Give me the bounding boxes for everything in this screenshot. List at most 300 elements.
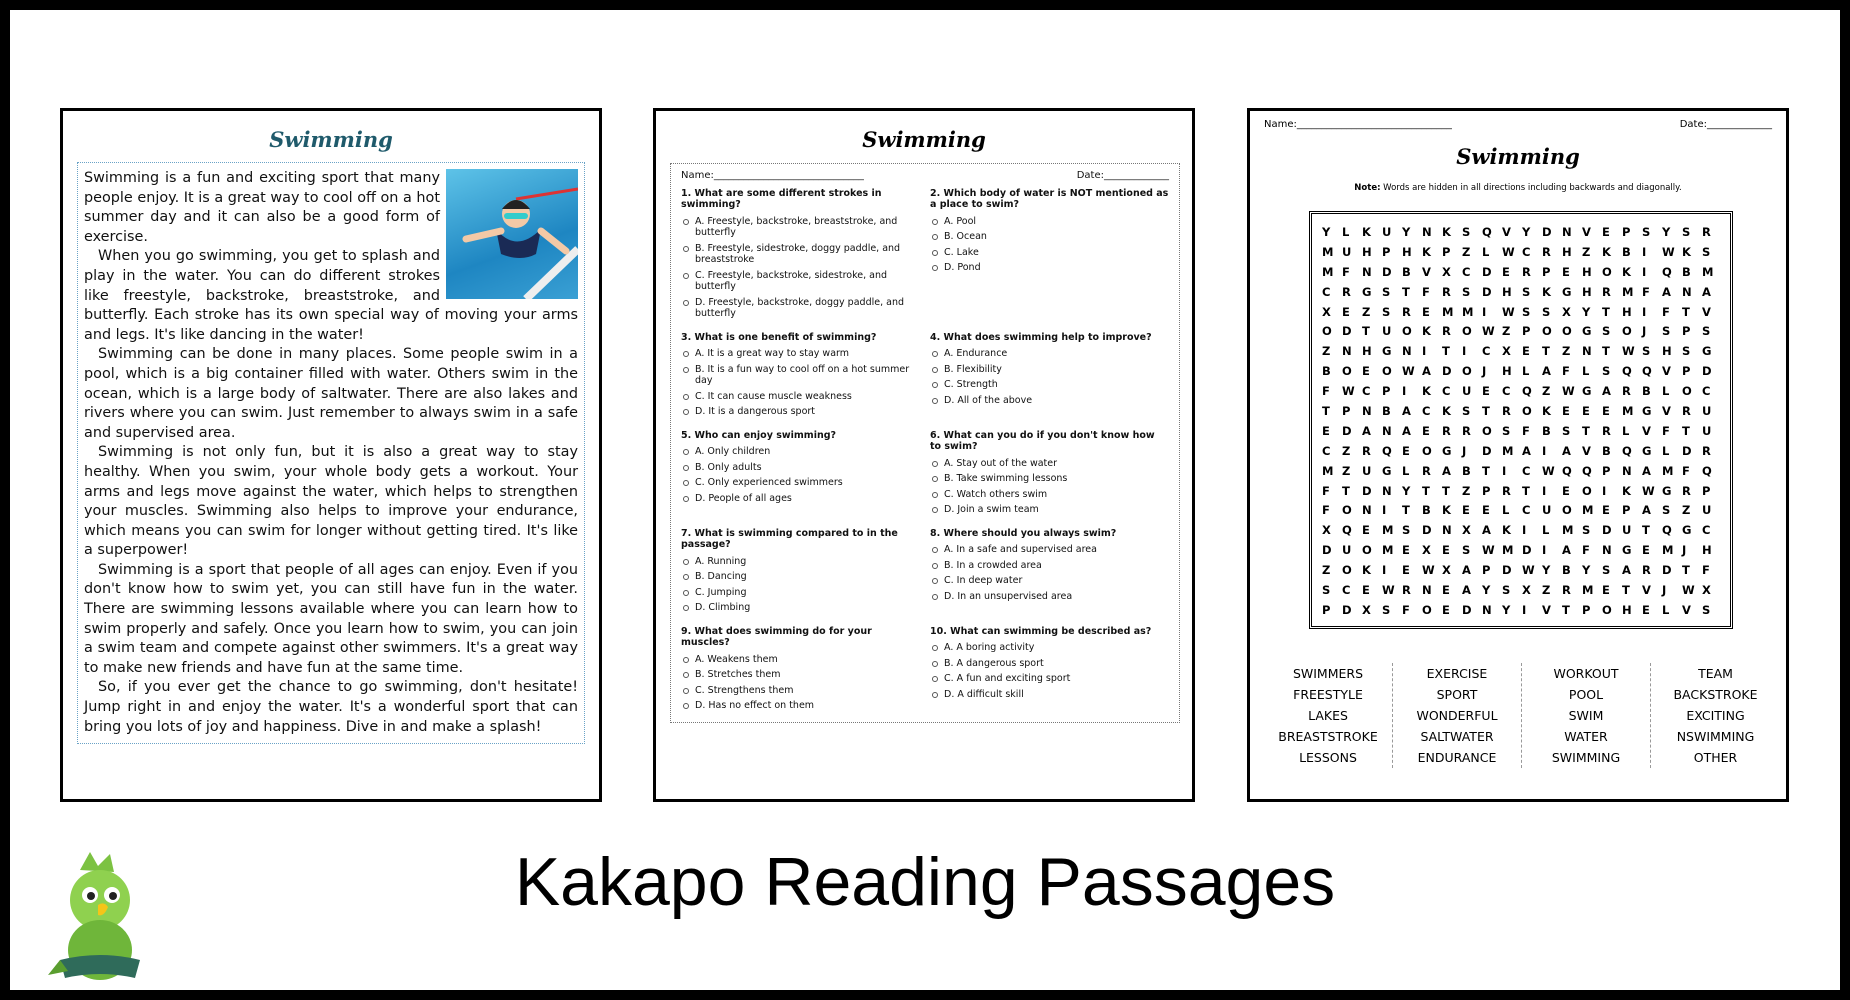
grid-letter: Z — [1462, 244, 1471, 259]
quiz-question — [681, 188, 920, 324]
answer-option[interactable]: B. Freestyle, sidestroke, doggy paddle, and breaststroke — [683, 243, 920, 266]
grid-letter: U — [1462, 384, 1472, 399]
answer-option[interactable]: D. In an unsupervised area — [932, 591, 1169, 603]
grid-letter: Q — [1662, 264, 1672, 279]
grid-letter: Q — [1342, 523, 1352, 538]
answer-option[interactable]: A. Stay out of the water — [932, 458, 1169, 470]
grid-letter: E — [1602, 225, 1610, 239]
grid-letter: X — [1322, 523, 1331, 538]
grid-letter: D — [1342, 324, 1352, 339]
grid-letter: N — [1362, 404, 1372, 419]
grid-letter: S — [1462, 225, 1471, 239]
answer-option[interactable]: D. A difficult skill — [932, 689, 1169, 701]
grid-letter: U — [1342, 543, 1352, 558]
grid-letter: T — [1682, 304, 1690, 319]
grid-letter: W — [1522, 563, 1535, 578]
grid-letter: Z — [1562, 344, 1571, 359]
grid-letter: L — [1542, 523, 1550, 538]
grid-letter: Y — [1582, 304, 1591, 319]
answer-option[interactable]: A. Weakens them — [683, 654, 920, 666]
grid-letter: O — [1462, 364, 1472, 379]
answer-option[interactable]: C. Only experienced swimmers — [683, 477, 920, 489]
grid-letter: K — [1422, 244, 1431, 259]
grid-letter: A — [1462, 563, 1471, 578]
grid-letter: C — [1522, 503, 1531, 518]
grid-letter: S — [1682, 344, 1691, 359]
grid-letter: K — [1602, 244, 1611, 259]
grid-letter: E — [1442, 583, 1450, 598]
answer-option[interactable]: C. Freestyle, backstroke, sidestroke, and butterfly — [683, 270, 920, 293]
grid-letter: Z — [1342, 443, 1351, 458]
grid-letter: I — [1642, 304, 1647, 319]
grid-letter: W — [1682, 583, 1695, 598]
grid-letter: E — [1402, 443, 1410, 458]
grid-letter: S — [1602, 364, 1611, 379]
grid-letter: E — [1642, 602, 1650, 617]
grid-letter: Z — [1342, 463, 1351, 478]
answer-option[interactable]: A. Running — [683, 556, 920, 568]
grid-letter: P — [1522, 324, 1531, 339]
grid-letter: R — [1402, 304, 1411, 319]
grid-letter: W — [1502, 244, 1515, 259]
grid-letter: E — [1362, 583, 1370, 598]
quiz-question — [681, 626, 920, 716]
grid-letter: P — [1682, 364, 1691, 379]
grid-letter: K — [1362, 563, 1371, 578]
answer-option[interactable]: C. Watch others swim — [932, 489, 1169, 501]
answer-option[interactable]: B. Flexibility — [932, 364, 1169, 376]
grid-letter: O — [1542, 324, 1552, 339]
answer-option[interactable]: D. Pond — [932, 262, 1169, 274]
answer-option[interactable]: C. In deep water — [932, 575, 1169, 587]
word-item: SPORT — [1436, 687, 1478, 702]
grid-letter: Y — [1402, 225, 1411, 239]
grid-letter: A — [1602, 384, 1611, 399]
grid-letter: Q — [1482, 225, 1492, 239]
grid-letter: S — [1682, 225, 1691, 239]
answer-option[interactable]: D. Climbing — [683, 602, 920, 614]
question-text: 5. Who can enjoy swimming? — [681, 429, 837, 441]
grid-letter: R — [1622, 384, 1631, 399]
grid-letter: H — [1502, 284, 1512, 299]
grid-letter: I — [1602, 483, 1607, 498]
grid-letter: Q — [1522, 384, 1532, 399]
grid-letter: R — [1602, 423, 1611, 438]
grid-letter: A — [1562, 543, 1571, 558]
grid-letter: P — [1382, 384, 1391, 399]
grid-letter: C — [1482, 344, 1491, 359]
grid-letter: V — [1582, 443, 1591, 458]
grid-letter: P — [1342, 404, 1351, 419]
grid-letter: D — [1382, 264, 1392, 279]
grid-letter: S — [1522, 284, 1531, 299]
grid-letter: Z — [1582, 244, 1591, 259]
grid-letter: T — [1542, 344, 1550, 359]
grid-letter: T — [1562, 602, 1570, 617]
grid-letter: V — [1582, 225, 1591, 239]
quiz-question — [930, 188, 1169, 324]
answer-option[interactable]: C. Jumping — [683, 587, 920, 599]
grid-letter: O — [1342, 364, 1352, 379]
grid-letter: R — [1682, 483, 1691, 498]
grid-letter: M — [1622, 284, 1634, 299]
grid-letter: X — [1422, 543, 1431, 558]
grid-letter: E — [1442, 543, 1450, 558]
word-item: WATER — [1564, 729, 1608, 744]
grid-letter: W — [1402, 364, 1415, 379]
word-column — [1393, 663, 1522, 768]
answer-option[interactable]: D. Has no effect on them — [683, 700, 920, 712]
grid-letter: C — [1422, 404, 1431, 419]
grid-letter: E — [1462, 503, 1470, 518]
grid-letter: T — [1682, 423, 1690, 438]
grid-letter: I — [1382, 563, 1387, 578]
grid-letter: O — [1402, 324, 1412, 339]
answer-option[interactable]: C. Strength — [932, 379, 1169, 391]
grid-letter: F — [1582, 543, 1590, 558]
grid-letter: T — [1362, 324, 1370, 339]
word-item: LESSONS — [1299, 750, 1357, 765]
grid-letter: I — [1482, 304, 1487, 319]
grid-letter: C — [1322, 284, 1331, 299]
grid-letter: U — [1702, 503, 1712, 518]
grid-letter: K — [1622, 264, 1631, 279]
grid-letter: Y — [1402, 483, 1411, 498]
grid-letter: O — [1422, 443, 1432, 458]
grid-letter: G — [1642, 443, 1652, 458]
grid-letter: Y — [1542, 563, 1551, 578]
grid-letter: C — [1522, 463, 1531, 478]
grid-letter: B — [1622, 244, 1631, 259]
grid-letter: C — [1702, 523, 1711, 538]
reading-passage-page — [60, 108, 602, 802]
grid-letter: R — [1342, 284, 1351, 299]
grid-letter: P — [1622, 503, 1631, 518]
grid-letter: Q — [1622, 364, 1632, 379]
grid-letter: G — [1442, 443, 1452, 458]
grid-letter: T — [1642, 523, 1650, 538]
grid-letter: G — [1362, 284, 1372, 299]
grid-letter: T — [1602, 344, 1610, 359]
grid-letter: S — [1642, 344, 1651, 359]
grid-letter: S — [1382, 304, 1391, 319]
grid-letter: E — [1562, 483, 1570, 498]
answer-option[interactable]: B. Dancing — [683, 571, 920, 583]
grid-letter: J — [1482, 364, 1487, 379]
grid-letter: N — [1562, 225, 1572, 239]
grid-letter: X — [1442, 563, 1451, 578]
grid-letter: Q — [1642, 364, 1652, 379]
grid-letter: K — [1502, 523, 1511, 538]
grid-letter: B — [1682, 264, 1691, 279]
grid-letter: F — [1322, 384, 1330, 399]
grid-letter: O — [1342, 503, 1352, 518]
grid-letter: I — [1422, 344, 1427, 359]
grid-letter: E — [1362, 364, 1370, 379]
grid-letter: M — [1662, 543, 1674, 558]
grid-letter: U — [1342, 244, 1352, 259]
grid-letter: F — [1342, 264, 1350, 279]
grid-letter: M — [1502, 543, 1514, 558]
answer-option[interactable]: D. People of all ages — [683, 493, 920, 505]
grid-letter: K — [1542, 404, 1551, 419]
answer-option[interactable]: C. A fun and exciting sport — [932, 673, 1169, 685]
word-item: FREESTYLE — [1293, 687, 1363, 702]
answer-option[interactable]: C. It can cause muscle weakness — [683, 391, 920, 403]
grid-letter: U — [1382, 225, 1392, 239]
quiz-box — [670, 163, 1180, 723]
answer-option[interactable]: B. Stretches them — [683, 669, 920, 681]
grid-letter: O — [1562, 324, 1572, 339]
grid-letter: R — [1542, 244, 1551, 259]
answer-option[interactable]: B. Only adults — [683, 462, 920, 474]
answer-option[interactable]: D. It is a dangerous sport — [683, 406, 920, 418]
grid-letter: E — [1402, 543, 1410, 558]
grid-letter: X — [1702, 583, 1711, 598]
grid-letter: M — [1582, 583, 1594, 598]
grid-letter: G — [1702, 344, 1712, 359]
grid-letter: X — [1322, 304, 1331, 319]
grid-letter: L — [1662, 443, 1670, 458]
quiz-question — [930, 332, 1169, 422]
grid-letter: F — [1402, 602, 1410, 617]
grid-letter: O — [1622, 324, 1632, 339]
grid-letter: R — [1522, 264, 1531, 279]
grid-letter: U — [1622, 523, 1632, 538]
grid-letter: N — [1482, 602, 1492, 617]
grid-letter: E — [1422, 423, 1430, 438]
grid-letter: T — [1602, 304, 1610, 319]
answer-option[interactable]: B. Ocean — [932, 231, 1169, 243]
grid-letter: S — [1542, 304, 1551, 319]
grid-letter: S — [1602, 324, 1611, 339]
swimmer-illustration — [446, 169, 578, 299]
grid-letter: F — [1322, 483, 1330, 498]
grid-letter: S — [1402, 523, 1411, 538]
word-column — [1651, 663, 1780, 768]
grid-letter: W — [1502, 304, 1515, 319]
grid-letter: Z — [1462, 483, 1471, 498]
answer-option[interactable]: A. A boring activity — [932, 642, 1169, 654]
grid-letter: S — [1502, 423, 1511, 438]
grid-letter: J — [1682, 543, 1687, 558]
grid-letter: B — [1562, 563, 1571, 578]
grid-letter: Z — [1682, 503, 1691, 518]
grid-letter: V — [1702, 304, 1711, 319]
grid-letter: O — [1562, 503, 1572, 518]
grid-letter: E — [1602, 583, 1610, 598]
grid-letter: O — [1422, 602, 1432, 617]
word-item: WONDERFUL — [1416, 708, 1498, 723]
grid-letter: N — [1402, 344, 1412, 359]
grid-letter: N — [1382, 483, 1392, 498]
grid-letter: M — [1442, 304, 1454, 319]
grid-letter: Q — [1622, 443, 1632, 458]
answer-option[interactable]: A. Pool — [932, 216, 1169, 228]
grid-letter: A — [1402, 404, 1411, 419]
word-item: LAKES — [1308, 708, 1348, 723]
grid-letter: M — [1562, 523, 1574, 538]
name-field: Name:______________________________ — [681, 170, 864, 181]
grid-letter: T — [1682, 563, 1690, 578]
grid-letter: X — [1562, 304, 1571, 319]
brand-title: Kakapo Reading Passages — [514, 844, 1336, 920]
answer-option[interactable]: A. Freestyle, backstroke, breaststroke, and butterfly — [683, 216, 920, 239]
grid-letter: A — [1642, 463, 1651, 478]
passage-paragraph: Swimming is not only fun, but it is also a great way to stay healthy. When you swim, your whole body gets a workout. Your arms and legs move against the water, which helps to strengthen your muscles. Swimming also helps to improve your endurance, which means you can swim for longer without getting tired. It's like a superpower! — [84, 444, 578, 559]
grid-letter: E — [1602, 404, 1610, 419]
answer-option[interactable]: C. Lake — [932, 247, 1169, 259]
grid-letter: S — [1382, 602, 1391, 617]
answer-option[interactable]: B. A dangerous sport — [932, 658, 1169, 670]
answer-option[interactable]: D. Join a swim team — [932, 504, 1169, 516]
answer-option[interactable]: C. Strengthens them — [683, 685, 920, 697]
grid-letter: B — [1322, 364, 1331, 379]
name-field: Name:_______________________________ — [1264, 119, 1452, 130]
grid-letter: U — [1542, 503, 1552, 518]
grid-letter: X — [1502, 344, 1511, 359]
quiz-page — [653, 108, 1195, 802]
grid-letter: E — [1482, 384, 1490, 399]
grid-letter: H — [1502, 364, 1512, 379]
quiz-question — [930, 430, 1169, 520]
grid-letter: Y — [1582, 563, 1591, 578]
grid-letter: N — [1422, 225, 1432, 239]
answer-option[interactable]: B. Take swimming lessons — [932, 473, 1169, 485]
grid-letter: V — [1542, 602, 1551, 617]
answer-option[interactable]: A. In a safe and supervised area — [932, 544, 1169, 556]
grid-letter: P — [1542, 264, 1551, 279]
grid-letter: A — [1522, 443, 1531, 458]
grid-letter: M — [1382, 543, 1394, 558]
grid-letter: K — [1362, 225, 1371, 239]
answer-option[interactable]: D. Freestyle, backstroke, doggy paddle, and butterfly — [683, 297, 920, 320]
grid-letter: Q — [1662, 523, 1672, 538]
passage-paragraph: When you go swimming, you get to splash and play in the water. You can do different strokes like freestyle, backstroke, breaststroke, and butterfly. Each stroke has its own special way of moving your arms and legs. It's like dancing in the water! — [84, 248, 578, 343]
grid-letter: T — [1422, 483, 1430, 498]
grid-letter: S — [1602, 563, 1611, 578]
grid-letter: S — [1642, 225, 1651, 239]
grid-letter: B — [1382, 404, 1391, 419]
grid-letter: S — [1382, 284, 1391, 299]
grid-letter: B — [1542, 423, 1551, 438]
grid-letter: X — [1462, 523, 1471, 538]
grid-letter: Q — [1382, 443, 1392, 458]
question-text: 10. What can swimming be described as? — [930, 625, 1152, 637]
grid-letter: M — [1322, 264, 1334, 279]
grid-letter: W — [1482, 324, 1495, 339]
question-text: 1. What are some different strokes in swimming? — [681, 187, 882, 210]
grid-letter: D — [1602, 523, 1612, 538]
grid-letter: R — [1442, 423, 1451, 438]
grid-letter: R — [1602, 284, 1611, 299]
grid-letter: P — [1682, 324, 1691, 339]
answer-option[interactable]: A. Endurance — [932, 348, 1169, 360]
word-item: SALTWATER — [1420, 729, 1494, 744]
grid-letter: T — [1482, 404, 1490, 419]
grid-letter: L — [1662, 384, 1670, 399]
grid-letter: O — [1602, 602, 1612, 617]
question-text: 8. Where should you always swim? — [930, 527, 1117, 539]
grid-letter: G — [1682, 523, 1692, 538]
note-label: Note: — [1354, 183, 1381, 193]
word-item: BACKSTROKE — [1673, 687, 1758, 702]
note-text: Words are hidden in all directions including backwards and diagonally. — [1380, 183, 1682, 193]
grid-letter: D — [1362, 483, 1372, 498]
grid-letter: R — [1462, 423, 1471, 438]
answer-option[interactable]: B. In a crowded area — [932, 560, 1169, 572]
grid-letter: H — [1622, 602, 1632, 617]
answer-option[interactable]: D. All of the above — [932, 395, 1169, 407]
grid-letter: S — [1322, 583, 1331, 598]
grid-letter: I — [1642, 264, 1647, 279]
grid-letter: P — [1482, 563, 1491, 578]
grid-letter: O — [1362, 543, 1372, 558]
grid-letter: R — [1562, 583, 1571, 598]
grid-letter: L — [1342, 225, 1350, 239]
grid-letter: E — [1642, 543, 1650, 558]
answer-option[interactable]: A. Only children — [683, 446, 920, 458]
grid-letter: R — [1422, 463, 1431, 478]
grid-letter: R — [1442, 324, 1451, 339]
grid-letter: R — [1702, 443, 1711, 458]
grid-letter: Z — [1362, 304, 1371, 319]
grid-letter: P — [1622, 225, 1631, 239]
grid-letter: K — [1682, 244, 1691, 259]
grid-letter: M — [1622, 404, 1634, 419]
answer-option[interactable]: B. It is a fun way to cool off on a hot summer day — [683, 364, 920, 387]
grid-letter: G — [1582, 324, 1592, 339]
grid-letter: F — [1662, 423, 1670, 438]
grid-letter: L — [1402, 463, 1410, 478]
passage-body — [77, 162, 585, 744]
grid-letter: M — [1462, 304, 1474, 319]
grid-letter: D — [1322, 543, 1332, 558]
grid-letter: R — [1502, 404, 1511, 419]
date-field: Date:_____________ — [1076, 170, 1169, 181]
grid-letter: M — [1582, 503, 1594, 518]
grid-letter: N — [1342, 344, 1352, 359]
grid-letter: A — [1422, 364, 1431, 379]
grid-letter: N — [1442, 523, 1452, 538]
grid-letter: L — [1482, 244, 1490, 259]
grid-letter: H — [1702, 543, 1712, 558]
grid-letter: A — [1362, 423, 1371, 438]
grid-letter: T — [1482, 463, 1490, 478]
grid-letter: Y — [1502, 602, 1511, 617]
grid-letter: O — [1602, 264, 1612, 279]
grid-letter: H — [1622, 304, 1632, 319]
grid-letter: F — [1642, 284, 1650, 299]
grid-letter: D — [1502, 563, 1512, 578]
grid-letter: P — [1442, 244, 1451, 259]
quiz-question — [930, 626, 1169, 716]
grid-letter: H — [1362, 244, 1372, 259]
grid-letter: S — [1502, 583, 1511, 598]
grid-letter: S — [1702, 324, 1711, 339]
word-item: OTHER — [1693, 750, 1738, 765]
answer-option[interactable]: A. It is a great way to stay warm — [683, 348, 920, 360]
word-item: SWIMMING — [1551, 750, 1621, 765]
grid-letter: L — [1522, 364, 1530, 379]
grid-letter: O — [1322, 324, 1332, 339]
grid-letter: W — [1622, 344, 1635, 359]
grid-letter: M — [1502, 443, 1514, 458]
grid-letter: U — [1362, 463, 1372, 478]
grid-letter: W — [1562, 384, 1575, 399]
word-item: ENDURANCE — [1417, 750, 1497, 765]
word-item: NSWIMMING — [1676, 729, 1755, 744]
